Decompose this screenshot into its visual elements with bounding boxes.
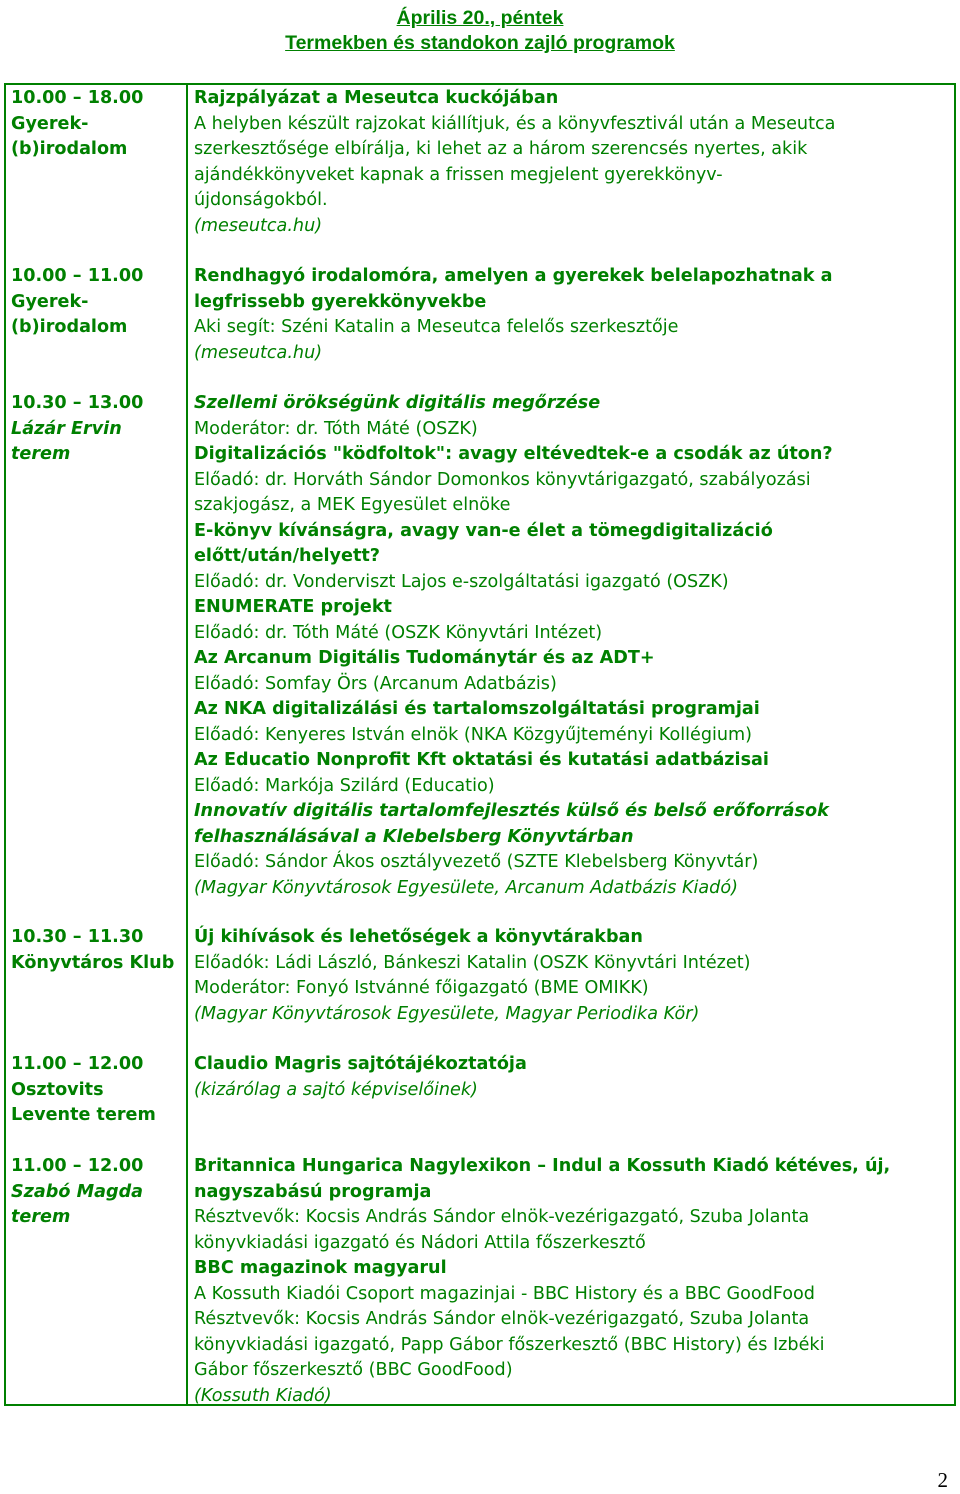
program-line: Innovatív digitális tartalomfejlesztés külső és belső erőforrások xyxy=(194,801,829,821)
program-line: Rendhagyó irodalomóra, amelyen a gyerekek belelapozhatnak a xyxy=(194,266,833,286)
program-line: Az NKA digitalizálási és tartalomszolgáltatási programjai xyxy=(194,699,760,719)
row-time: 11.00 – 12.00 xyxy=(11,1156,144,1176)
row-5-program xyxy=(194,1052,944,1103)
program-line: Az Educatio Nonprofit Kft oktatási és kutatási adatbázisai xyxy=(194,750,769,770)
row-place: Gyerek- xyxy=(11,113,89,134)
program-line: BBC magazinok magyarul xyxy=(194,1258,447,1278)
program-line: Előadó: dr. Tóth Máté (OSZK Könyvtári Intézet) xyxy=(194,622,603,643)
program-line: Gábor főszerkesztő (BBC GoodFood) xyxy=(194,1360,513,1380)
program-line: (meseutca.hu) xyxy=(194,342,323,363)
row-place: Osztovits xyxy=(11,1079,104,1100)
row-place: terem xyxy=(11,1207,71,1227)
program-line: könyvkiadási igazgató, Papp Gábor főszerkesztő (BBC History) és Izbéki xyxy=(194,1334,825,1355)
row-3-program xyxy=(194,391,944,901)
row-place: (b)irodalom xyxy=(11,317,128,337)
program-line: Résztvevők: Kocsis András Sándor elnök-vezérigazgató, Szuba Jolanta xyxy=(194,1309,810,1329)
program-line: Új kihívások és lehetőségek a könyvtárakban xyxy=(194,927,643,947)
program-line: Aki segít: Széni Katalin a Meseutca felelős szerkesztője xyxy=(194,317,679,337)
program-line: Előadó: Somfay Örs (Arcanum Adatbázis) xyxy=(194,673,557,694)
row-6-time-place xyxy=(11,1154,181,1231)
row-place: Gyerek- xyxy=(11,291,89,312)
program-line: (Magyar Könyvtárosok Egyesülete, Arcanum Adatbázis Kiadó) xyxy=(194,877,738,898)
program-line: ENUMERATE projekt xyxy=(194,597,392,617)
row-1-program xyxy=(194,86,944,239)
program-line: Moderátor: Fonyó Istvánné főigazgató (BME OMIKK) xyxy=(194,978,649,998)
row-5-time-place xyxy=(11,1052,181,1129)
program-line: (Magyar Könyvtárosok Egyesülete, Magyar Periodika Kör) xyxy=(194,1003,700,1024)
row-time: 10.30 – 13.00 xyxy=(11,393,144,413)
program-line: újdonságokból. xyxy=(194,190,328,210)
page-header xyxy=(0,6,960,56)
row-place: Lázár Ervin xyxy=(11,418,122,439)
program-line: Előadó: dr. Vonderviszt Lajos e-szolgáltatási igazgató (OSZK) xyxy=(194,571,729,592)
program-line: E-könyv kívánságra, avagy van-e élet a tömegdigitalizáció xyxy=(194,520,773,541)
program-line: Rajzpályázat a Meseutca kuckójában xyxy=(194,88,559,108)
header-date: Április 20., péntek xyxy=(396,7,564,29)
program-line: Előadó: Kenyeres István elnök (NKA Közgyűjteményi Kollégium) xyxy=(194,724,753,745)
program-line: Digitalizációs "ködfoltok": avagy eltévedtek-e a csodák az úton? xyxy=(194,444,833,464)
program-line: A Kossuth Kiadói Csoport magazinjai - BBC History és a BBC GoodFood xyxy=(194,1283,815,1304)
program-line: legfrissebb gyerekkönyvekbe xyxy=(194,291,487,312)
program-line: Szellemi örökségünk digitális megőrzése xyxy=(194,393,601,413)
program-line: Az Arcanum Digitális Tudománytár és az ADT+ xyxy=(194,648,655,668)
program-line: Moderátor: dr. Tóth Máté (OSZK) xyxy=(194,418,478,439)
row-place: Levente terem xyxy=(11,1105,156,1125)
row-3-time-place xyxy=(11,391,181,468)
row-2-program xyxy=(194,264,944,366)
program-line: (meseutca.hu) xyxy=(194,215,323,236)
program-line: (kizárólag a sajtó képviselőinek) xyxy=(194,1079,478,1100)
program-line: könyvkiadási igazgató és Nádori Attila főszerkesztő xyxy=(194,1232,646,1253)
row-4-time-place xyxy=(11,925,181,976)
row-place: Szabó Magda xyxy=(11,1181,144,1202)
program-line: Előadó: Markója Szilárd (Educatio) xyxy=(194,775,495,796)
program-line: (Kossuth Kiadó) xyxy=(194,1385,332,1406)
program-line: A helyben készült rajzokat kiállítjuk, és a könyvfesztivál után a Meseutca xyxy=(194,113,836,134)
program-line: ajándékkönyveket kapnak a frissen megjelent gyerekkönyv- xyxy=(194,164,723,185)
row-time: 10.00 – 11.00 xyxy=(11,266,144,286)
row-4-program xyxy=(194,925,944,1027)
program-line: szerkesztősége elbírálja, ki lehet az a három szerencsés nyertes, akik xyxy=(194,139,808,159)
page-number: 2 xyxy=(937,1468,948,1492)
column-divider xyxy=(186,85,188,1404)
row-6-program xyxy=(194,1154,944,1409)
header-subtitle: Termekben és standokon zajló programok xyxy=(285,32,675,54)
program-line: Előadók: Ládi László, Bánkeszi Katalin (OSZK Könyvtári Intézet) xyxy=(194,952,751,973)
program-line: Britannica Hungarica Nagylexikon – Indul a Kossuth Kiadó kétéves, új, xyxy=(194,1156,891,1176)
program-line: előtt/után/helyett? xyxy=(194,546,380,566)
program-line: Előadó: Sándor Ákos osztályvezető (SZTE Klebelsberg Könyvtár) xyxy=(194,852,759,872)
row-time: 11.00 – 12.00 xyxy=(11,1054,144,1074)
program-line: Claudio Magris sajtótájékoztatója xyxy=(194,1054,527,1074)
row-1-time-place xyxy=(11,86,181,163)
row-2-time-place xyxy=(11,264,181,341)
program-line: Előadó: dr. Horváth Sándor Domonkos könyvtárigazgató, szabályozási xyxy=(194,469,811,490)
program-line: nagyszabású programja xyxy=(194,1181,432,1202)
program-line: felhasználásával a Klebelsberg Könyvtárban xyxy=(194,826,634,847)
program-line: Résztvevők: Kocsis András Sándor elnök-vezérigazgató, Szuba Jolanta xyxy=(194,1207,810,1227)
row-place: Könyvtáros Klub xyxy=(11,952,175,973)
row-place: terem xyxy=(11,444,71,464)
program-line: szakjogász, a MEK Egyesület elnöke xyxy=(194,495,511,515)
row-place: (b)irodalom xyxy=(11,139,128,159)
row-time: 10.00 – 18.00 xyxy=(11,88,144,108)
row-time: 10.30 – 11.30 xyxy=(11,927,144,947)
